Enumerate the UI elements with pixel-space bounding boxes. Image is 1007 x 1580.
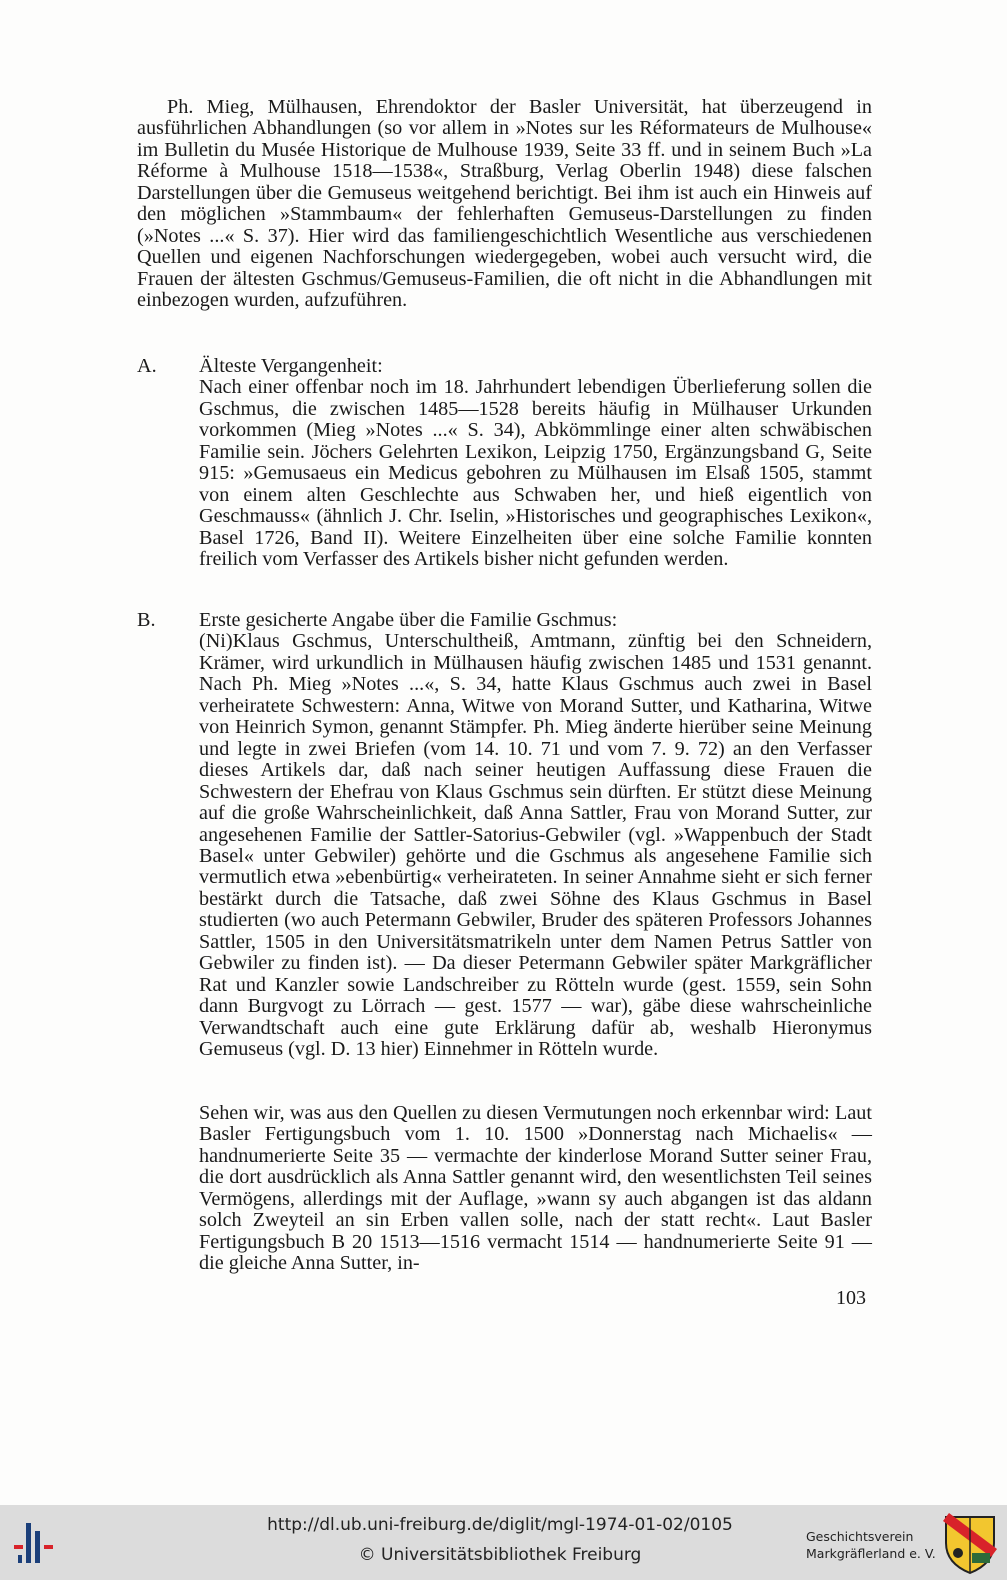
document-url-link[interactable]: http://dl.ub.uni-freiburg.de/diglit/mgl-1974-01-02/0105 bbox=[267, 1515, 733, 1535]
society-name bbox=[806, 1528, 936, 1562]
section-a-letter: A. bbox=[137, 355, 157, 377]
society-name-line1: Geschichtsverein bbox=[806, 1529, 914, 1544]
copyright-text: © Universitätsbibliothek Freiburg bbox=[358, 1545, 642, 1565]
library-logo-icon[interactable] bbox=[10, 1515, 66, 1571]
page-number: 103 bbox=[836, 1287, 866, 1309]
section-b-body-continued: Sehen wir, was aus den Quellen zu diesen Vermutungen noch erkennbar wird: Laut Basler Fertigungsbuch vom 1. 10. 1500 »Donnerstag nach Michaelis« — handnumerierte Seite 35 — vermachte der kinderlose Morand Sutter seiner Frau, die dort ausdrücklich als Anna Sattler genannt wird, den wesentlichsten Teil seines Vermögens, allerdings mit der Auflage, »wann sy auch abgangen ist das aldann solch Zweyteil an sin Erben vallen solle, nach der statt recht«. Laut Basler Fertigungsbuch B 20 1513—1516 vermacht 1514 — handnumerierte Seite 91 — die gleiche Anna Sutter, in- bbox=[199, 1102, 872, 1275]
section-a-heading: Älteste Vergangenheit: bbox=[199, 355, 383, 377]
section-b-heading: Erste gesicherte Angabe über die Familie Gschmus: bbox=[199, 609, 618, 631]
viewer-footer bbox=[0, 1505, 1007, 1580]
section-b-body: (Ni)Klaus Gschmus, Unterschultheiß, Amtmann, zünftig bei den Schneidern, Krämer, wird urkundlich in Mülhausen häufig zwischen 1485 und 1531 genannt. Nach Ph. Mieg »Notes ...«, S. 34, hatte Klaus Gschmus auch zwei in Basel verheiratete Schwestern: Anna, Witwe von Morand Sutter, und Katharina, Witwe von Heinrich Symon, genannt Stämpfer. Ph. Mieg änderte hierüber seine Meinung und legte in zwei Briefen (vom 14. 10. 71 und vom 7. 9. 72) an den Verfasser dieses Artikels dar, daß nach seiner heutigen Auffassung diese Frauen die Schwestern der Ehefrau von Klaus Gschmus sein dürften. Er stützt diese Meinung auf die große Wahrscheinlichkeit, daß Anna Sattler, Frau von Morand Sutter, zur angesehenen Familie der Sattler-Satorius-Gebwiler (vgl. »Wappenbuch der Stadt Basel« unter Gebwiler) gehörte und die Gschmus als angesehene Familie sich vermutlich etwa »ebenbürtig« verheirateten. In seiner Annahme sieht er sich ferner bestärkt durch die Tatsache, daß zwei Söhne des Klaus Gschmus in Basel studierten (wo auch Petermann Gebwiler, Bruder des späteren Professors Johannes Sattler, 1505 in den Universitätsmatrikeln unter dem Namen Petrus Sattler von Gebwiler zu finden ist). — Da dieser Petermann Gebwiler später Markgräflicher Rat und Kanzler sowie Landschreiber zu Rötteln wurde (gest. 1559, sein Sohn dann Burgvogt zu Lörrach — gest. 1577 — war), gäbe diese wahrscheinliche Verwandtschaft auch eine gute Erklärung dafür ab, weshalb Hieronymus Gemuseus (vgl. D. 13 hier) Einnehmer in Rötteln wurde. bbox=[199, 630, 872, 1061]
society-name-line2: Markgräflerland e. V. bbox=[806, 1546, 936, 1561]
section-a-body: Nach einer offenbar noch im 18. Jahrhundert lebendigen Überlieferung sollen die Gschmus, die zwischen 1485—1528 bereits häufig in Mülhauser Urkunden vorkommen (Mieg »Notes ...« S. 34), Abkömmlinge einer alten schwäbischen Familie sein. Jöchers Gelehrten Lexikon, Leipzig 1750, Ergänzungsband G, Seite 915: »Gemusaeus ein Medicus gebohren zu Mülhausen im Elsaß 1505, stammt von einem alten Geschlechte aus Schwaben her, und hieß eigentlich von Geschmauss« (ähnlich J. Chr. Iselin, »Historisches und geographisches Lexikon«, Basel 1726, Band II). Weitere Einzelheiten über eine solche Familie konnten freilich vom Verfasser des Artikels bisher nicht gefunden werden. bbox=[199, 376, 872, 571]
section-b-letter: B. bbox=[137, 609, 156, 631]
intro-paragraph: Ph. Mieg, Mülhausen, Ehrendoktor der Basler Universität, hat überzeugend in ausführlichen Abhandlungen (so vor allem in »Notes sur les Réformateurs de Mulhouse« im Bulletin du Musée Historique de Mulhouse 1939, Seite 33 ff. und in seinem Buch »La Réforme à Mulhouse 1518—1538«, Straßburg, Verlag Oberlin 1948) diese falschen Darstellungen über die Gemuseus weitgehend berichtigt. Bei ihm ist auch ein Hinweis auf den möglichen »Stammbaum« der fehlerhaften Gemuseus-Darstellungen zu finden (»Notes ...« S. 37). Hier wird das familiengeschichtlich Wesentliche aus verschiedenen Quellen und eigenen Nachforschungen wiedergegeben, wobei auch versucht wird, die Frauen der ältesten Gschmus/Gemuseus-Familien, die oft nicht in die Abhandlungen mit einbezogen wurden, aufzuführen. bbox=[137, 96, 872, 312]
coat-of-arms-icon bbox=[942, 1513, 998, 1575]
